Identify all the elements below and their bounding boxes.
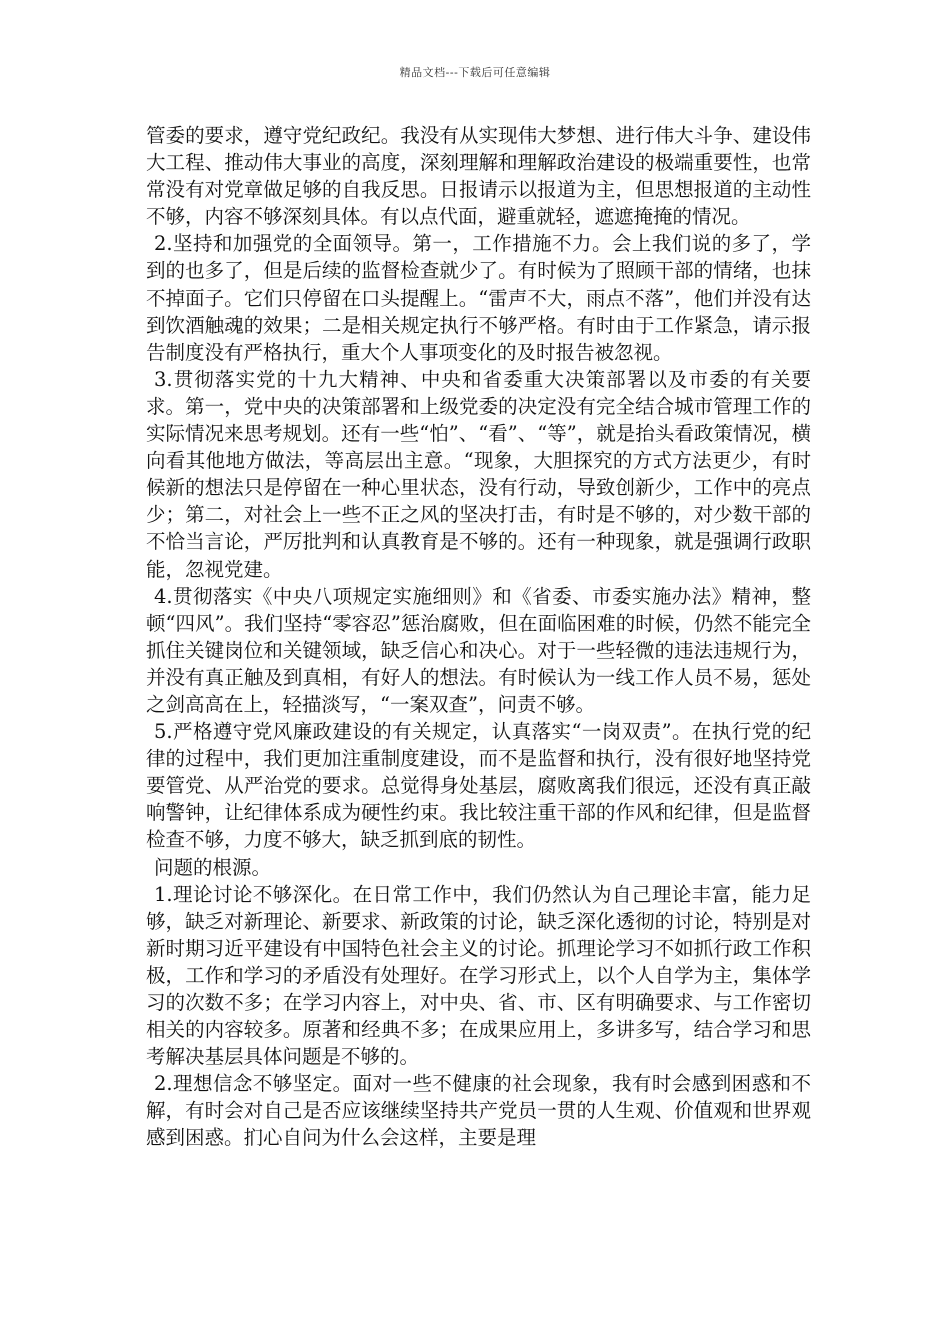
paragraph-item-4: 4.贯彻落实《中央八项规定实施细则》和《省委、市委实施办法》精神，整顿“四风”。我们坚持“零容忍”惩治腐败，但在面临困难的时候，仍然不能完全抓住关键岗位和关键领域，缺乏信心和决心。对于一些轻微的违法违规行为，并没有真正触及到真相，有好人的想法。有时候认为一线工作人员不易，惩处之剑高高在上，轻描淡写，“一案双查”，问责不够。 (146, 584, 811, 716)
paragraph-item-3: 3.贯彻落实党的十九大精神、中央和省委重大决策部署以及市委的有关要求。第一，党中央的决策部署和上级党委的决定没有完全结合城市管理工作的实际情况来思考规划。还有一些“怕”、“看”、“等”，就是抬头看政策情况，横向看其他地方做法，等高层出主意。“现象，大胆探究的方式方法更少，有时候新的想法只是停留在一种心里状态，没有行动，导致创新少，工作中的亮点少；第二，对社会上一些不正之风的坚决打击，有时是不够的，对少数干部的不恰当言论，严厉批判和认真教育是不够的。还有一种现象，就是强调行政职能，忽视党建。 (146, 367, 811, 581)
page-header: 精品文档---下载后可任意编辑 (399, 66, 551, 79)
document-body (146, 122, 811, 1152)
section-heading-root-causes: 问题的根源。 (154, 855, 272, 879)
paragraph-item-5: 5.严格遵守党风廉政建设的有关规定，认真落实“一岗双责”。在执行党的纪律的过程中，我们更加注重制度建设，而不是监督和执行，没有很好地坚持党要管党、从严治党的要求。总觉得身处基层，腐败离我们很远，还没有真正敲响警钟，让纪律体系成为硬性约束。我比较注重干部的作风和纪律，但是监督检查不够，力度不够大，缺乏抓到底的韧性。 (146, 720, 811, 852)
paragraph-cause-2: 2.理想信念不够坚定。面对一些不健康的社会现象，我有时会感到困惑和不解，有时会对自己是否应该继续坚持共产党员一贯的人生观、价值观和世界观感到困惑。扪心自问为什么会这样，主要是理 (146, 1072, 811, 1150)
paragraph-continuation: 管委的要求，遵守党纪政纪。我没有从实现伟大梦想、进行伟大斗争、建设伟大工程、推动伟大事业的高度，深刻理解和理解政治建设的极端重要性，也常常没有对党章做足够的自我反思。日报请示以报道为主，但思想报道的主动性不够，内容不够深刻具体。有以点代面，避重就轻，遮遮掩掩的情况。 (146, 124, 811, 229)
paragraph-item-2: 2.坚持和加强党的全面领导。第一，工作措施不力。会上我们说的多了，学到的也多了，但是后续的监督检查就少了。有时候为了照顾干部的情绪，也抹不掉面子。它们只停留在口头提醒上。“雷声不大，雨点不落”，他们并没有达到饮酒触魂的效果；二是相关规定执行不够严格。有时由于工作紧急，请示报告制度没有严格执行，重大个人事项变化的及时报告被忽视。 (146, 232, 811, 364)
paragraph-cause-1: 1.理论讨论不够深化。在日常工作中，我们仍然认为自己理论丰富，能力足够，缺乏对新理论、新要求、新政策的讨论，缺乏深化透彻的讨论，特别是对新时期习近平建设有中国特色社会主义的讨论。抓理论学习不如抓行政工作积极，工作和学习的矛盾没有处理好。在学习形式上，以个人自学为主，集体学习的次数不多；在学习内容上，对中央、省、市、区有明确要求、与工作密切相关的内容较多。原著和经典不多；在成果应用上，多讲多写，结合学习和思考解决基层具体问题是不够的。 (146, 882, 811, 1069)
